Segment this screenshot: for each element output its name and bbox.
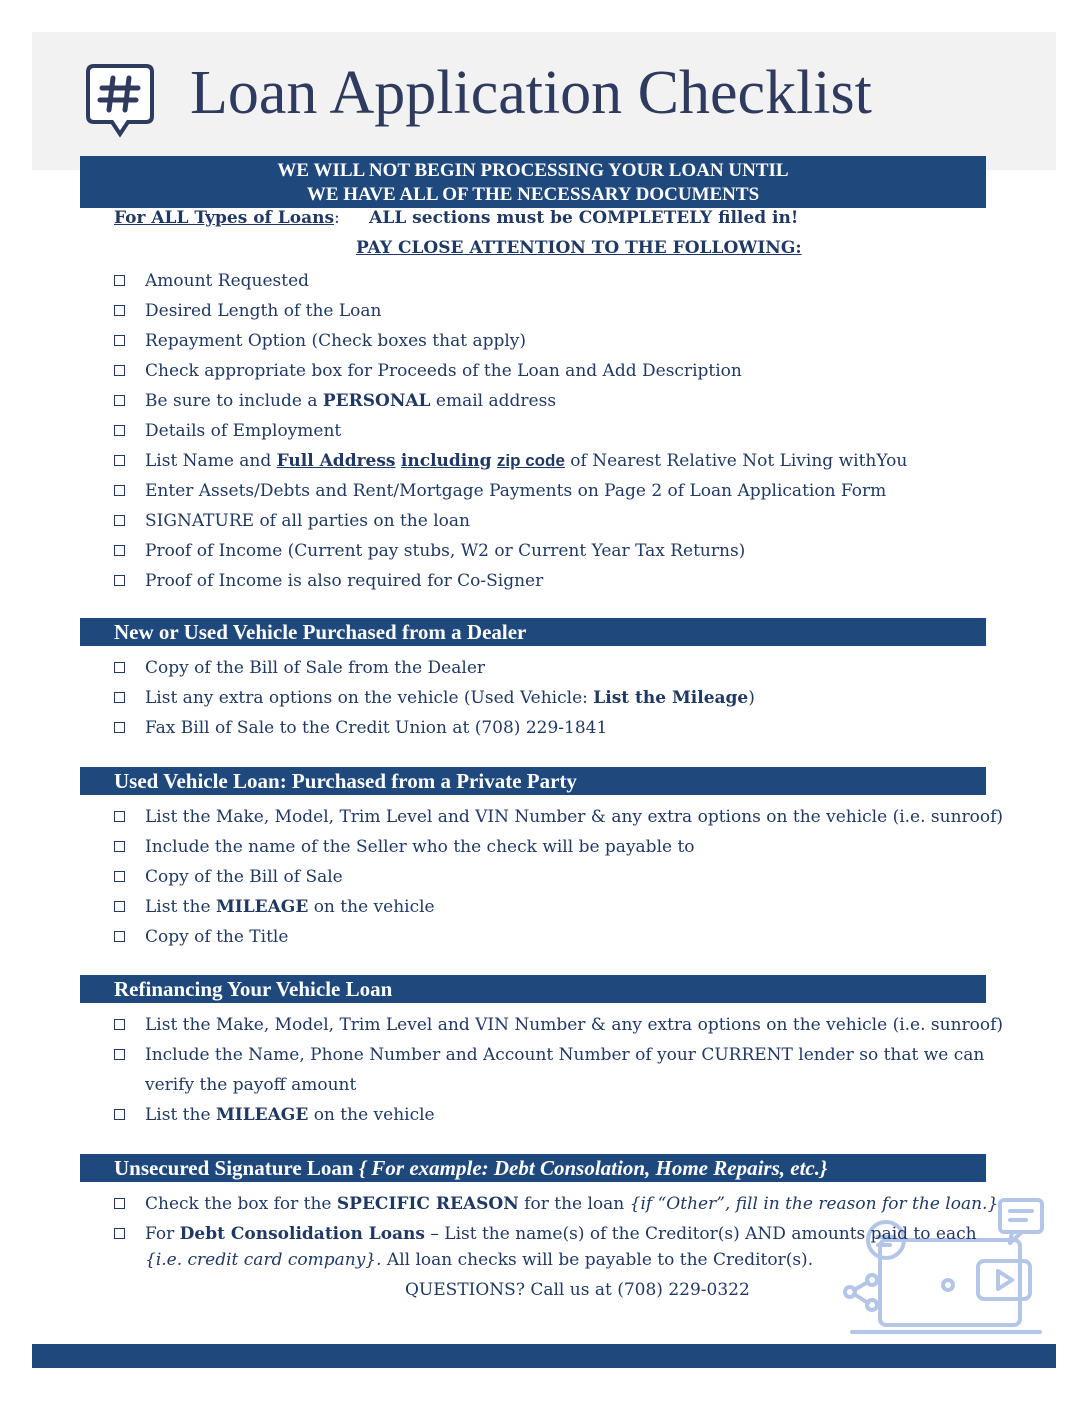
all-loans-list xyxy=(114,266,907,596)
page-title: Loan Application Checklist xyxy=(190,59,872,127)
item-text-bold: including xyxy=(400,451,492,471)
item-text: Copy of the Bill of Sale xyxy=(145,867,343,887)
list-item[interactable] xyxy=(114,416,907,446)
checkbox[interactable] xyxy=(114,692,125,703)
refinance-list xyxy=(114,1010,1025,1130)
checkbox[interactable] xyxy=(114,901,125,912)
item-text: All loan checks will be payable to the Creditor(s). xyxy=(381,1250,814,1270)
list-item[interactable] xyxy=(114,653,755,683)
item-text: Proof of Income is also required for Co-Signer xyxy=(145,571,544,591)
pay-attention-heading xyxy=(356,238,802,258)
item-text: ) xyxy=(748,688,755,708)
list-item[interactable] xyxy=(114,386,907,416)
item-text: For xyxy=(145,1224,180,1244)
checkbox[interactable] xyxy=(114,485,125,496)
section-heading-private: Used Vehicle Loan: Purchased from a Private Party xyxy=(80,767,986,795)
all-loans-label: For ALL Types of Loans xyxy=(114,208,335,228)
item-text: Copy of the Title xyxy=(145,927,289,947)
item-text-bold: Debt Consolidation Loans xyxy=(179,1224,425,1244)
section-heading-dealer: New or Used Vehicle Purchased from a Dealer xyxy=(80,618,986,646)
questions-contact: QUESTIONS? Call us at (708) 229-0322 xyxy=(405,1280,750,1300)
heading-text: Unsecured Signature Loan xyxy=(114,1156,359,1180)
checkbox[interactable] xyxy=(114,575,125,586)
unsecured-list xyxy=(114,1189,998,1249)
banner-line-2: WE HAVE ALL OF THE NECESSARY DOCUMENTS xyxy=(306,184,760,205)
heading-example: { For example: Debt Consolation, Home Repairs, etc.} xyxy=(358,1156,828,1180)
list-item[interactable] xyxy=(114,506,907,536)
footer-bar xyxy=(32,1344,1056,1368)
checkbox[interactable] xyxy=(114,545,125,556)
item-text: List any extra options on the vehicle (Used Vehicle: xyxy=(145,688,594,708)
checkbox[interactable] xyxy=(114,425,125,436)
item-text: List the xyxy=(145,1105,216,1125)
checkbox[interactable] xyxy=(114,275,125,286)
item-text-italic: {i.e. credit card company}. xyxy=(145,1250,382,1270)
checkbox[interactable] xyxy=(114,1109,125,1120)
item-text-bold: Full Address xyxy=(276,451,396,471)
all-loans-colon: : xyxy=(334,208,340,228)
section-heading-unsecured xyxy=(80,1154,986,1182)
item-text: on the vehicle xyxy=(308,1105,435,1125)
item-text: Copy of the Bill of Sale from the Dealer xyxy=(145,658,485,678)
list-item[interactable] xyxy=(114,476,907,506)
list-item[interactable] xyxy=(114,862,1003,892)
checkbox[interactable] xyxy=(114,662,125,673)
list-item[interactable] xyxy=(114,1100,1025,1130)
item-text: SIGNATURE of all parties on the loan xyxy=(145,511,470,531)
checkbox[interactable] xyxy=(114,931,125,942)
list-item[interactable] xyxy=(114,566,907,596)
item-text: List the Make, Model, Trim Level and VIN Number & any extra options on the vehicle (i.e. sunroof) xyxy=(145,1015,1004,1035)
list-item[interactable] xyxy=(114,266,907,296)
checkbox[interactable] xyxy=(114,1228,125,1239)
item-text-bold: MILEAGE xyxy=(215,1105,309,1125)
checkbox[interactable] xyxy=(114,455,125,466)
list-item[interactable] xyxy=(114,446,907,476)
list-item[interactable] xyxy=(114,296,907,326)
item-text: List the Make, Model, Trim Level and VIN Number & any extra options on the vehicle (i.e. sunroof) xyxy=(145,807,1004,827)
item-text: Check the box for the xyxy=(145,1194,337,1214)
warning-banner xyxy=(80,156,986,208)
dealer-list xyxy=(114,653,755,743)
item-text: Be sure to include a xyxy=(145,391,323,411)
list-item[interactable] xyxy=(114,832,1003,862)
checkbox[interactable] xyxy=(114,515,125,526)
item-text: Check appropriate box for Proceeds of the Loan and Add Description xyxy=(145,361,742,381)
item-text: on the vehicle xyxy=(308,897,435,917)
private-list xyxy=(114,802,1003,952)
list-item[interactable] xyxy=(114,802,1003,832)
list-item[interactable] xyxy=(114,1010,1025,1040)
checkbox[interactable] xyxy=(114,1198,125,1209)
banner-line-1: WE WILL NOT BEGIN PROCESSING YOUR LOAN UNTIL xyxy=(277,160,789,181)
item-text: Include the Name, Phone Number and Account Number of your CURRENT lender so that we can verify the payoff amount xyxy=(145,1045,985,1095)
list-item[interactable] xyxy=(114,683,755,713)
item-text: List Name and xyxy=(145,451,277,471)
item-text-bold: zip code xyxy=(496,451,565,470)
list-item[interactable] xyxy=(114,536,907,566)
item-text: Amount Requested xyxy=(145,271,310,291)
list-item[interactable] xyxy=(114,1040,1025,1100)
item-text: Fax Bill of Sale to the Credit Union at (708) 229-1841 xyxy=(145,718,608,738)
list-item[interactable] xyxy=(114,326,907,356)
item-text-bold: MILEAGE xyxy=(215,897,309,917)
item-text: – List the name(s) of the Creditor(s) AND amounts paid to each xyxy=(424,1224,977,1244)
item-text-bold: SPECIFIC REASON xyxy=(336,1194,519,1214)
item-text: Desired Length of the Loan xyxy=(145,301,382,321)
item-text: email address xyxy=(430,391,557,411)
item-text: Repayment Option (Check boxes that apply) xyxy=(145,331,527,351)
checkbox[interactable] xyxy=(114,722,125,733)
checkbox[interactable] xyxy=(114,1049,125,1060)
checkbox[interactable] xyxy=(114,335,125,346)
item-text: Include the name of the Seller who the check will be payable to xyxy=(145,837,695,857)
checkbox[interactable] xyxy=(114,365,125,376)
list-item[interactable] xyxy=(114,1189,998,1219)
checkbox[interactable] xyxy=(114,395,125,406)
list-item[interactable] xyxy=(114,1219,998,1249)
item-text: Details of Employment xyxy=(145,421,342,441)
pay-attention-text: PAY CLOSE ATTENTION TO THE FOLLOWING: xyxy=(356,238,802,258)
checkbox[interactable] xyxy=(114,841,125,852)
checkbox[interactable] xyxy=(114,811,125,822)
checkbox[interactable] xyxy=(114,305,125,316)
checkbox[interactable] xyxy=(114,1019,125,1030)
all-loans-line xyxy=(114,208,798,228)
item-text-bold: List the Mileage xyxy=(593,688,749,708)
item-text: for the loan xyxy=(518,1194,630,1214)
item-text: List the xyxy=(145,897,216,917)
creditor-note xyxy=(145,1250,813,1270)
list-item[interactable] xyxy=(114,713,755,743)
item-text: of Nearest Relative Not Living withYou xyxy=(564,451,908,471)
list-item[interactable] xyxy=(114,356,907,386)
item-text-italic: {if “Other”, fill in the reason for the loan.} xyxy=(629,1194,999,1214)
checkbox[interactable] xyxy=(114,871,125,882)
list-item[interactable] xyxy=(114,922,1003,952)
item-text-bold: PERSONAL xyxy=(322,391,431,411)
item-text: Proof of Income (Current pay stubs, W2 or Current Year Tax Returns) xyxy=(145,541,746,561)
list-item[interactable] xyxy=(114,892,1003,922)
item-text: Enter Assets/Debts and Rent/Mortgage Payments on Page 2 of Loan Application Form xyxy=(145,481,887,501)
all-loans-note: ALL sections must be COMPLETELY filled in! xyxy=(369,208,799,228)
section-heading-refinance: Refinancing Your Vehicle Loan xyxy=(80,975,986,1003)
hash-chat-icon xyxy=(84,62,156,144)
